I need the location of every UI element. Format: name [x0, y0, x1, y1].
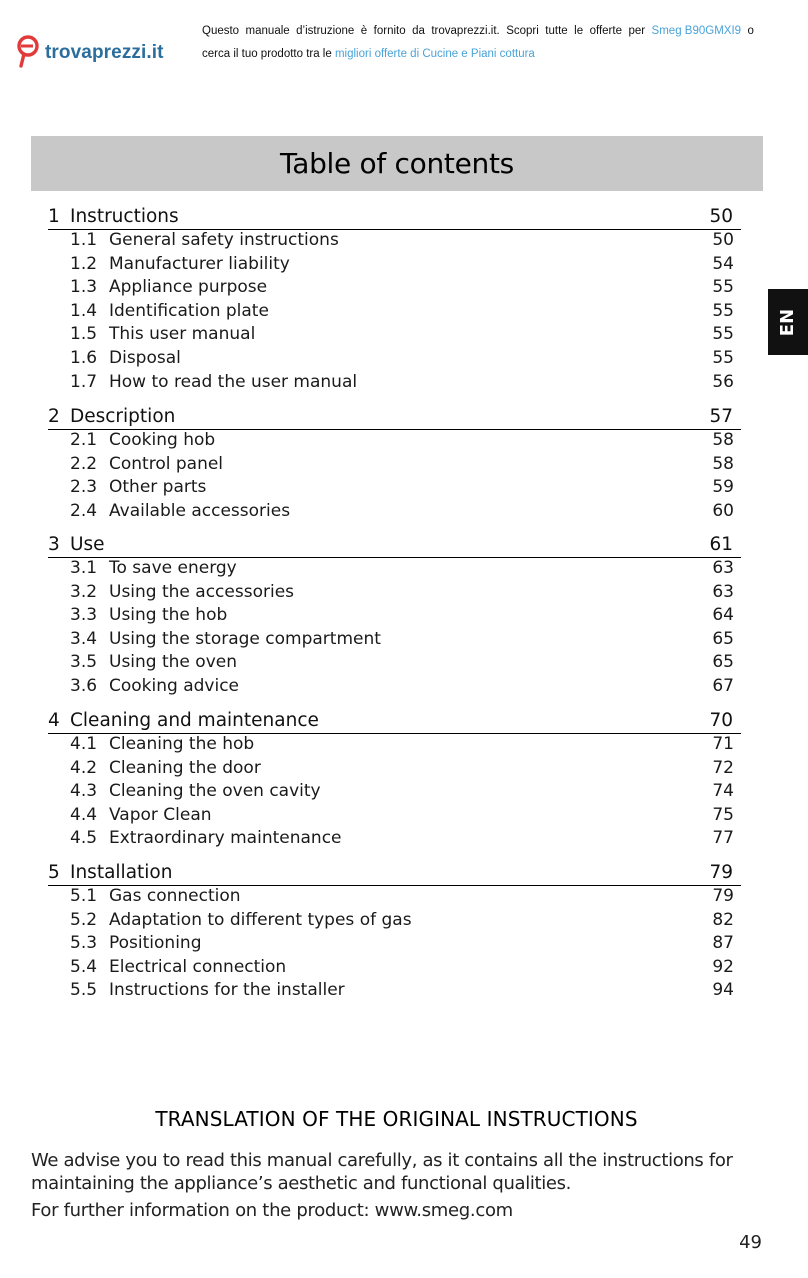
section-page: 61 [709, 534, 733, 555]
entry-title: Using the oven [109, 652, 237, 673]
banner-word: o [747, 25, 754, 37]
entry-title: Positioning [109, 933, 202, 954]
entry-num: 4.2 [70, 757, 98, 778]
entry-num: 1.1 [70, 230, 98, 250]
entry-num: 5.4 [70, 956, 98, 977]
toc-entry[interactable] [70, 758, 734, 781]
entry-page: 50 [712, 230, 734, 250]
section-title: Cleaning and maintenance [70, 710, 319, 731]
section-title: Description [70, 406, 176, 427]
toc-entry[interactable] [70, 301, 734, 324]
entry-num: 3.6 [70, 676, 98, 696]
entry-page: 67 [712, 676, 734, 696]
toc-entry[interactable] [70, 372, 734, 395]
language-tab-label: EN [777, 308, 799, 336]
entry-title: General safety instructions [109, 230, 339, 250]
entry-title: Cleaning the oven cavity [109, 781, 321, 802]
toc-entry[interactable] [70, 582, 734, 605]
entry-page: 72 [712, 757, 734, 778]
entry-num: 5.2 [70, 909, 98, 930]
entry-num: 3.5 [70, 652, 98, 673]
toc-section-heading[interactable] [48, 709, 741, 734]
toc-entry[interactable] [70, 254, 734, 277]
section-num: 2 [48, 406, 60, 427]
entry-page: 55 [712, 324, 734, 345]
toc-entry[interactable] [70, 501, 734, 524]
entry-title: This user manual [109, 324, 256, 345]
entry-page: 77 [712, 828, 734, 849]
entry-title: Electrical connection [109, 956, 287, 977]
entry-title: Gas connection [109, 886, 241, 906]
banner-word: manuale [245, 25, 290, 37]
entry-num: 2.3 [70, 477, 98, 498]
page-number: 49 [739, 1232, 762, 1253]
entry-title: Disposal [109, 348, 181, 368]
toc-entry[interactable] [70, 910, 734, 933]
entry-title: Available accessories [109, 500, 291, 521]
banner-line-2-text: cerca il tuo prodotto tra le [202, 48, 335, 60]
toc-entry[interactable] [70, 886, 734, 909]
entry-num: 2.4 [70, 500, 98, 521]
entry-num: 5.3 [70, 933, 98, 954]
banner-word: offerte [589, 25, 622, 37]
entry-title: Using the hob [109, 605, 228, 626]
entry-title: Using the storage compartment [109, 628, 381, 649]
entry-page: 55 [712, 277, 734, 298]
toc-entry[interactable] [70, 933, 734, 956]
section-title: Installation [70, 862, 173, 883]
toc-entry[interactable] [70, 652, 734, 675]
toc-section-heading[interactable] [48, 405, 741, 430]
entry-title: Identification plate [109, 300, 269, 321]
entry-title: Other parts [109, 477, 207, 498]
banner-word: le [574, 25, 584, 37]
best-offers-link[interactable]: migliori offerte di Cucine e Piani cottura [334, 48, 535, 60]
entry-num: 4.1 [70, 734, 98, 754]
entry-num: 1.2 [70, 253, 98, 274]
toc-entry[interactable] [70, 629, 734, 652]
toc-entry[interactable] [70, 348, 734, 371]
toc-section-heading[interactable] [48, 861, 741, 886]
entry-page: 94 [712, 980, 734, 1001]
toc-entry[interactable] [70, 454, 734, 477]
entry-num: 2.1 [70, 430, 98, 450]
entry-title: Vapor Clean [109, 804, 212, 825]
entry-title: Cleaning the hob [109, 734, 255, 754]
section-page: 50 [709, 206, 733, 227]
entry-title: Using the accessories [109, 581, 295, 602]
section-title: Use [70, 534, 105, 555]
advice-paragraph: We advise you to read this manual carefully, as it contains all the instructions for maintaining the appliance’s aesthetic and functional qualities. [31, 1150, 733, 1194]
entry-page: 60 [712, 500, 734, 521]
entry-title: Appliance purpose [109, 277, 268, 298]
entry-page: 54 [712, 253, 734, 274]
entry-page: 74 [712, 781, 734, 802]
banner-word: tutte [545, 25, 568, 37]
entry-num: 4.4 [70, 804, 98, 825]
entry-page: 55 [712, 348, 734, 368]
toc-entry[interactable] [70, 828, 734, 851]
entry-page: 82 [712, 909, 734, 930]
entry-title: Instructions for the installer [109, 980, 345, 1001]
product-link[interactable]: Smeg B90GMXI9 [651, 25, 742, 37]
toc-section-heading[interactable] [48, 205, 741, 230]
banner-word: da [412, 25, 425, 37]
banner-word: fornito [373, 25, 406, 37]
section-page: 70 [709, 710, 733, 731]
entry-num: 3.1 [70, 558, 98, 578]
entry-num: 1.3 [70, 277, 98, 298]
section-num: 1 [48, 206, 60, 227]
entry-title: Manufacturer liability [109, 253, 290, 274]
entry-title: Cleaning the door [109, 757, 261, 778]
toc-entry[interactable] [70, 805, 734, 828]
section-page: 57 [709, 406, 733, 427]
entry-page: 65 [712, 652, 734, 673]
entry-page: 59 [712, 477, 734, 498]
entry-page: 75 [712, 804, 734, 825]
entry-page: 71 [712, 734, 734, 754]
entry-num: 4.5 [70, 828, 98, 849]
section-page: 79 [709, 862, 733, 883]
toc-entry[interactable] [70, 957, 734, 980]
banner-word: è [360, 25, 368, 37]
entry-title: Cooking advice [109, 676, 240, 696]
entry-num: 1.5 [70, 324, 98, 345]
entry-title: Extraordinary maintenance [109, 828, 342, 849]
entry-page: 56 [712, 371, 734, 392]
toc-entry[interactable] [70, 277, 734, 300]
entry-page: 87 [712, 933, 734, 954]
entry-num: 1.7 [70, 371, 98, 392]
section-num: 4 [48, 710, 60, 731]
entry-title: How to read the user manual [109, 371, 358, 392]
toc-title: Table of contents [280, 147, 514, 180]
toc-entry[interactable] [70, 477, 734, 500]
entry-page: 79 [712, 886, 734, 906]
entry-num: 3.2 [70, 581, 98, 602]
toc-entry[interactable] [70, 734, 734, 757]
toc-entry[interactable] [70, 980, 734, 1003]
section-num: 3 [48, 534, 60, 555]
entry-page: 63 [712, 581, 734, 602]
entry-num: 5.1 [70, 886, 98, 906]
banner-word: Scopri [506, 25, 539, 37]
more-info-line: For further information on the product: www.smeg.com [31, 1200, 513, 1221]
entry-page: 64 [712, 605, 734, 626]
entry-num: 2.2 [70, 453, 98, 474]
section-title: Instructions [70, 206, 179, 227]
translation-heading: TRANSLATION OF THE ORIGINAL INSTRUCTIONS [155, 1107, 638, 1131]
toc-entry[interactable] [70, 558, 734, 581]
banner-word: trovaprezzi.it. [431, 25, 500, 37]
banner-word: Questo [202, 25, 240, 37]
toc-entry[interactable] [70, 605, 734, 628]
entry-num: 5.5 [70, 980, 98, 1001]
entry-title: Cooking hob [109, 430, 216, 450]
entry-title: Control panel [109, 453, 224, 474]
toc-entry[interactable] [70, 324, 734, 347]
entry-num: 3.4 [70, 628, 98, 649]
entry-title: Adaptation to different types of gas [109, 909, 412, 930]
toc-section-heading[interactable] [48, 533, 741, 558]
banner-word: d’istruzione [296, 25, 355, 37]
toc-entry[interactable] [70, 430, 734, 453]
entry-page: 92 [712, 956, 734, 977]
entry-page: 65 [712, 628, 734, 649]
entry-page: 63 [712, 558, 734, 578]
entry-num: 1.6 [70, 348, 98, 368]
entry-num: 3.3 [70, 605, 98, 626]
entry-num: 1.4 [70, 300, 98, 321]
entry-title: To save energy [109, 558, 237, 578]
toc-entry[interactable] [70, 676, 734, 699]
toc-entry[interactable] [70, 230, 734, 253]
entry-page: 58 [712, 430, 734, 450]
toc-entry[interactable] [70, 781, 734, 804]
logo-text: trovaprezzi.it [45, 42, 164, 63]
entry-page: 58 [712, 453, 734, 474]
entry-num: 4.3 [70, 781, 98, 802]
section-num: 5 [48, 862, 60, 883]
entry-page: 55 [712, 300, 734, 321]
banner-word: per [628, 25, 646, 37]
